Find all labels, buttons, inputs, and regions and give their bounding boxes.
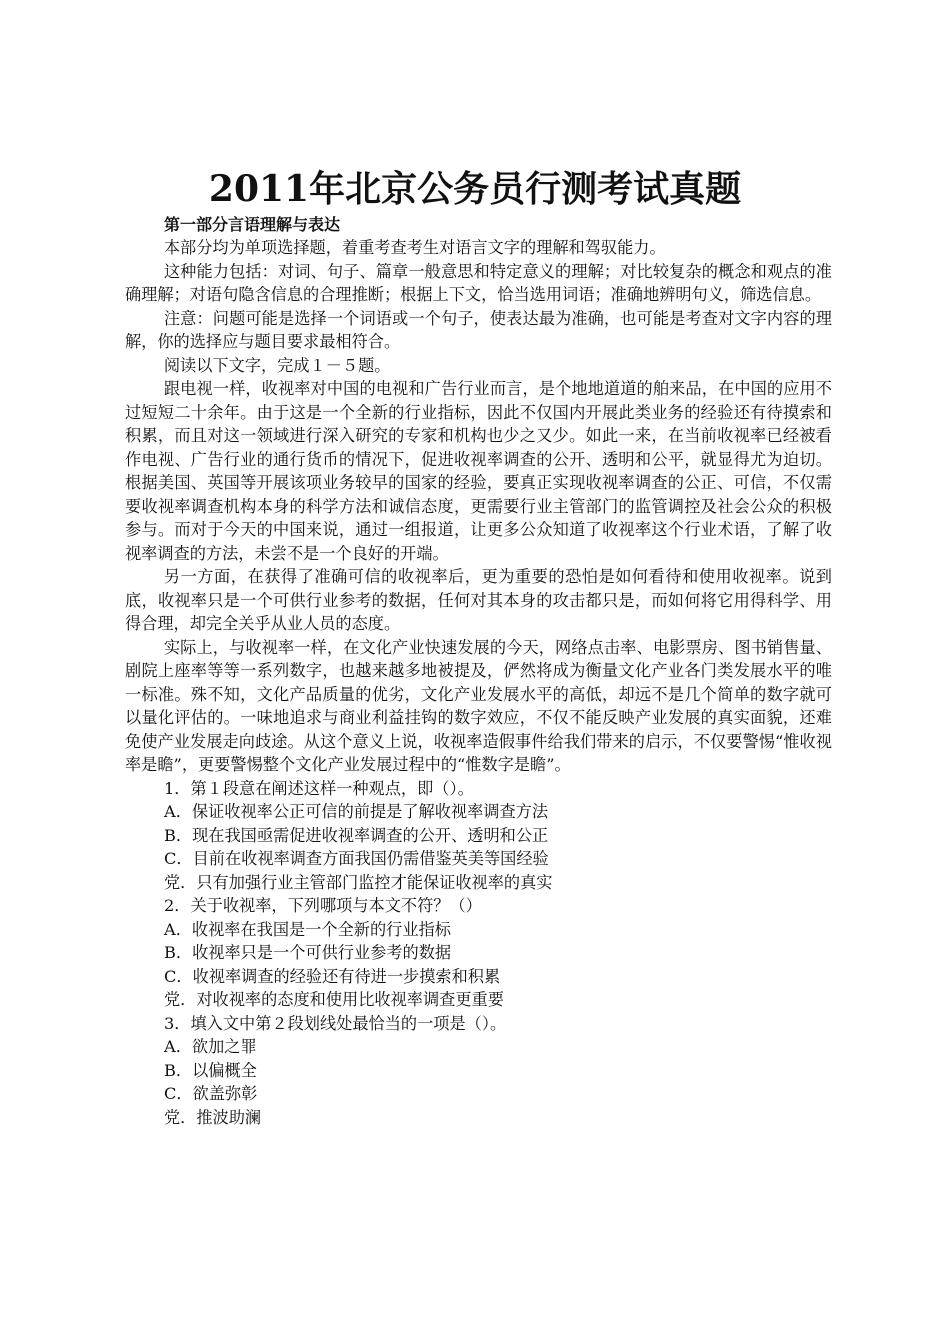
question-stem: 3．填入文中第２段划线处最恰当的一项是（）。 <box>164 1013 507 1033</box>
document-body <box>125 236 832 1129</box>
question-option: B．现在我国亟需促进收视率调查的公开、透明和公正 <box>164 825 549 845</box>
question-option: A．欲加之罪 <box>164 1037 257 1056</box>
intro-paragraph: 注意：问题可能是选择一个词语或一个句子，使表达最为准确，也可能是考查对文字内容的理解，你的选择应与题目要求最相符合。 <box>125 308 832 351</box>
question-option: 党．只有加强行业主管部门监控才能保证收视率的真实 <box>164 872 553 892</box>
question-option: B．以偏概全 <box>164 1060 257 1080</box>
question-option: A．收视率在我国是一个全新的行业指标 <box>164 919 451 939</box>
question-block <box>125 777 832 895</box>
passage-paragraph: 另一方面，在获得了准确可信的收视率后，更为重要的恐怕是如何看待和使用收视率。说到底，收视率只是一个可供行业参考的数据，任何对其本身的攻击都只是，而如何将它用得科学、用得合理，却完全关乎从业人员的态度。 <box>125 567 832 633</box>
passage-paragraph: 实际上，与收视率一样，在文化产业快速发展的今天，网络点击率、电影票房、图书销售量、剧院上座率等等一系列数字，也越来越多地被提及，俨然将成为衡量文化产业各门类发展水平的唯一标准。殊不知，文化产品质量的优劣，文化产业发展水平的高低，却远不是几个简单的数字就可以量化评估的。一味地追求与商业利益挂钩的数字效应，不仅不能反映产业发展的真实面貌，还难免使产业发展走向歧途。从这个意义上说，收视率造假事件给我们带来的启示，不仅要警惕“惟收视率是瞻”，更要警惕整个文化产业发展过程中的“惟数字是瞻”。 <box>125 637 832 774</box>
section-heading: 第一部分言语理解与表达 <box>164 215 341 234</box>
page-title: 2011年北京公务员行测考试真题 <box>208 168 742 210</box>
intro-paragraph: 阅读以下文字，完成１－５题。 <box>163 355 391 375</box>
question-option: A．保证收视率公正可信的前提是了解收视率调查方法 <box>164 802 549 821</box>
intro-paragraph: 这种能力包括：对词、句子、篇章一般意思和特定意义的理解；对比较复杂的概念和观点的准确理解；对语句隐含信息的合理推断；根据上下文，恰当选用词语；准确地辨明句义，筛选信息。 <box>125 261 832 304</box>
question-block <box>125 894 832 1012</box>
question-stem: 1．第１段意在阐述这样一种观点，即（）。 <box>164 778 474 798</box>
intro-paragraph: 本部分均为单项选择题，着重考查考生对语言文字的理解和驾驭能力。 <box>163 238 666 257</box>
question-option: C．欲盖弥彰 <box>164 1084 258 1103</box>
question-option: 党．推波助澜 <box>164 1107 262 1127</box>
question-option: C．目前在收视率调查方面我国仍需借鉴英美等国经验 <box>164 849 549 868</box>
question-option: C．收视率调查的经验还有待进一步摸索和积累 <box>164 966 501 986</box>
question-option: 党．对收视率的态度和使用比收视率调查更重要 <box>164 990 504 1009</box>
question-option: B．收视率只是一个可供行业参考的数据 <box>164 943 452 962</box>
passage-paragraph: 跟电视一样，收视率对中国的电视和广告行业而言，是个地地道道的舶来品，在中国的应用不过短短二十余年。由于这是一个全新的行业指标，因此不仅国内开展此类业务的经验还有待摸索和积累，而且对这一领域进行深入研究的专家和机构也少之又少。如此一来，在当前收视率已经被看作电视、广告行业的通行货币的情况下，促进收视率调查的公开、透明和公平，就显得尤为迫切。根据美国、英国等开展该项业务较早的国家的经验，要真正实现收视率调查的公正、可信，不仅需要收视率调查机构本身的科学方法和诚信态度，更需要行业主管部门的监管调控及社会公众的积极参与。而对于今天的中国来说，通过一组报道，让更多公众知道了收视率这个行业术语，了解了收视率调查的方法，未尝不是一个良好的开端。 <box>125 379 832 563</box>
question-stem: 2．关于收视率，下列哪项与本文不符？（） <box>164 896 482 915</box>
question-block <box>125 1012 832 1130</box>
